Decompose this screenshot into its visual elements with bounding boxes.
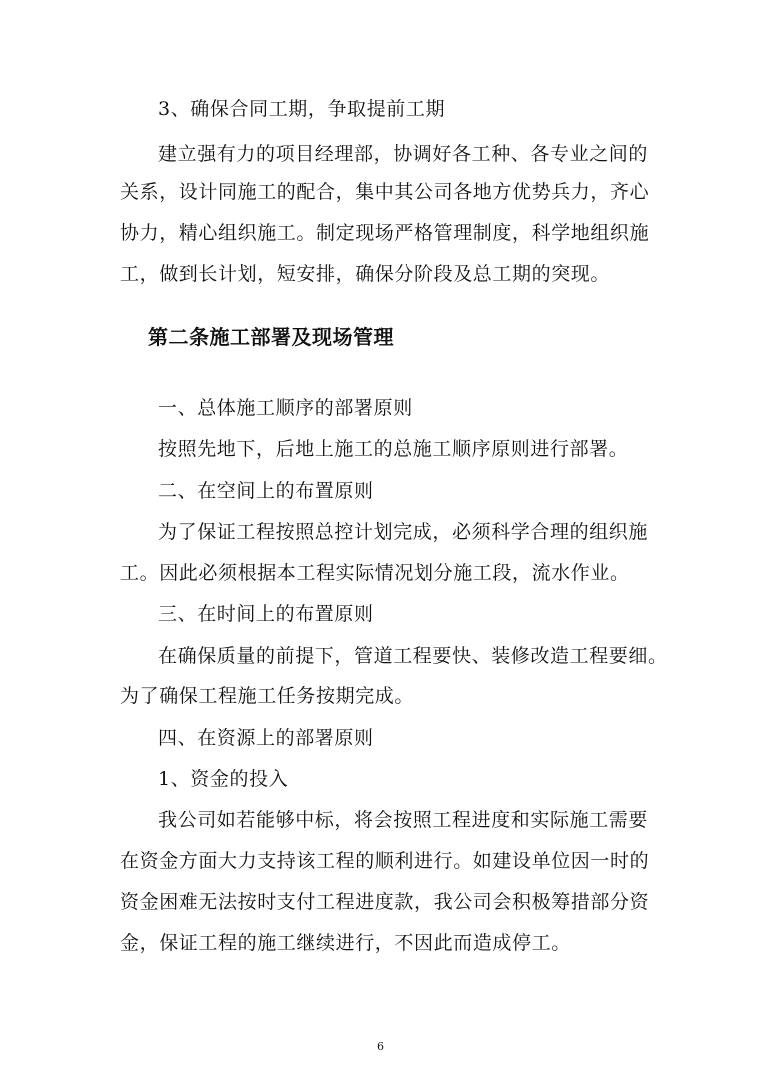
section-3-paragraph-line-3: 协力，精心组织施工。制定现场严格管理制度，科学地组织施	[120, 222, 650, 244]
principle-4-line-3: 资金困难无法按时支付工程进度款，我公司会积极筹措部分资	[120, 891, 650, 913]
principle-2-line-2: 工。因此必须根据本工程实际情况划分施工段，流水作业。	[120, 562, 630, 584]
article-heading: 第二条施工部署及现场管理	[148, 325, 394, 349]
principle-1-title: 一、总体施工顺序的部署原则	[158, 397, 413, 419]
page-number: 6	[377, 1040, 384, 1053]
principle-2-title: 二、在空间上的布置原则	[158, 480, 374, 502]
principle-3-line-1: 在确保质量的前提下，管道工程要快、装修改造工程要细。	[158, 645, 668, 667]
principle-2-line-1: 为了保证工程按照总控计划完成，必须科学合理的组织施	[158, 521, 649, 543]
principle-1-text: 按照先地下，后地上施工的总施工顺序原则进行部署。	[158, 438, 629, 460]
section-3-paragraph-line-2: 关系，设计同施工的配合，集中其公司各地方优势兵力，齐心	[120, 181, 650, 203]
principle-4-subtitle-1: 1、资金的投入	[158, 768, 289, 790]
principle-3-line-2: 为了确保工程施工任务按期完成。	[120, 685, 415, 707]
section-3-paragraph-line-4: 工，做到长计划，短安排，确保分阶段及总工期的突现。	[120, 263, 611, 285]
principle-4-line-1: 我公司如若能够中标，将会按照工程进度和实际施工需要	[158, 809, 649, 831]
section-3-paragraph-line-1: 建立强有力的项目经理部，协调好各工种、各专业之间的	[158, 143, 649, 165]
principle-3-title: 三、在时间上的布置原则	[158, 603, 374, 625]
principle-4-line-4: 金，保证工程的施工继续进行，不因此而造成停工。	[120, 932, 571, 954]
principle-4-title: 四、在资源上的部署原则	[158, 727, 374, 749]
section-3-title: 3、确保合同工期，争取提前工期	[158, 98, 446, 120]
principle-4-line-2: 在资金方面大力支持该工程的顺利进行。如建设单位因一时的	[120, 850, 650, 872]
